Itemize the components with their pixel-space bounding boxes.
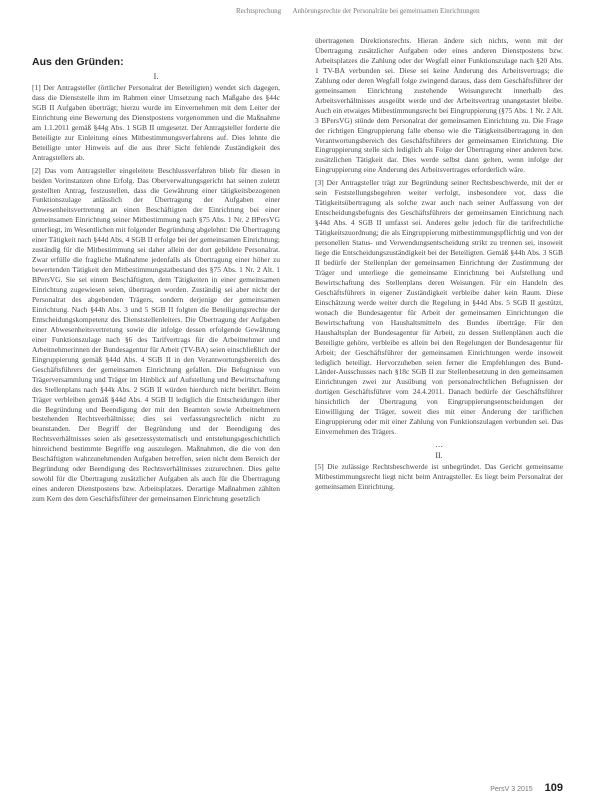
header-section: Rechtsprechung — [236, 7, 282, 15]
journal-issue: PersV 3 2015 — [490, 786, 533, 793]
right-column — [315, 36, 563, 495]
header-title: Anhörungsrechte der Personalräte bei gemeinsamen Einrichtungen — [292, 7, 480, 15]
paragraph-1: [1] Der Antragsteller (örtlicher Personalrat der Beteiligten) wendet sich dagegen, dass die Dienststelle ihm im Rahmen einer Umsetzung nach Maßgabe des §44c SGB II Aufgaben überträgt; hierzu wurde im Einvernehmen mit dem Leiter der Einrichtung eine Bewertung des Dienstpostens vorgenommen und die Maßnahme am 1.1.2011 gemäß §44g Abs. 1 SGB II umgesetzt. Der Antragsteller forderte die Beteiligte zur Einleitung eines Mitbestimmungsverfahrens auf. Dies lehnte die Beteiligte unter Hinweis auf die aus ihrer Sicht fehlende Zuständigkeit des Antragstellers ab. — [32, 83, 280, 162]
omission-mark: … — [435, 440, 443, 450]
running-header — [236, 7, 576, 15]
paragraph-5: [5] Die zulässige Rechtsbeschwerde ist unbegründet. Das Gericht gemeinsame Mitbestimmungsrecht liegt nicht beim Antragsteller. Es liegt beim Personalrat der gemeinsamen Einrichtung. — [315, 462, 563, 492]
left-column — [32, 56, 280, 507]
paragraph-2: [2] Das vom Antragsteller eingeleitete Beschlussverfahren blieb für diesen in beiden Vorinstanzen ohne Erfolg. Das Oberverwaltungsgericht hat seinen zuletzt gestellten Antrag, festzustellen, dass die Gewährung einer tätigkeitsbezogenen Funktionszulage anlässlich der Übertragung der Aufgaben einer Abwesenheitsvertretung an einen Beschäftigten der Einrichtung bei einer gemeinsamen Einrichtung seiner Mitbestimmung nach §75 Abs. 1 Nr. 2 BPersVG unterliegt, im Wesentlichen mit folgender Begründung abgelehnt: Die Übertragung einer Tätigkeit nach §44d Abs. 4 SGB II erfolge bei der gemeinsamen Einrichtung; zuständig für die Mitbestimmung sei daher allein der dort gebildete Personalrat. Zwar erfülle die fragliche Maßnahme jedenfalls als Übertragung einer höher zu bewertenden Tätigkeit den Mitbestimmungstatbestand des §75 Abs. 1 Nr. 2 Alt. 1 BPersVG. Sie sei einem Beschäftigten, dem Tätigkeiten in einer gemeinsamen Einrichtung zugewiesen seien, übertragen worden. Zuständig sei aber nicht der Personalrat des abgebenden Trägers, sondern derjenige der gemeinsamen Einrichtung. Nach §44h Abs. 3 und 5 SGB II folgten die Beteiligungsrechte der Entscheidungskompetenz des Dienststellenleiters. Die Übertragung der Aufgaben einer Abwesenheitsvertretung sowie die infolge dessen erfolgende Gewährung einer Funktionszulage nach §6 des Tarifvertrags für die Arbeitnehmer und Arbeitnehmerinnen der Bundesagentur für Arbeit (TV-BA) seien einschließlich der Eingruppierung gemäß §44d Abs. 4 SGB II in den Verantwortungsbereich des Geschäftsführers der gemeinsamen Einrichtung gefallen. Die Befugnisse von Trägerversammlung und Träger im Hinblick auf Aufstellung und Bewirtschaftung des Stellenplans nach §44k Abs. 2 SGB II würden hierdurch nicht berührt. Beim Träger verbleiben gemäß §44d Abs. 4 SGB II lediglich die Entscheidungen über die Begründung und Beendigung der mit den Beamten sowie Arbeitnehmern bestehenden Rechtsverhältnisse; dies sei verfassungsrechtlich nicht zu beanstanden. Der Begriff der Begründung und der Beendigung des Rechtsverhältnisses seien als gesetzessystematisch und entstehungsgeschichtlich hinreichend bestimmte Begriffe eng auszulegen. Maßnahmen, die die von den Beschäftigten wahrzunehmenden Aufgaben betreffen, seien nicht dem Bereich der Begründung oder Beendigung des Rechtsverhältnisses zuzurechnen. Dies gelte sowohl für die Übertragung zusätzlicher Aufgaben als auch für die Übertragung eines anderen Dienstpostens bzw. Arbeitsplatzes. Derartige Maßnahmen zählten zum Kern des dem Geschäftsführer der gemeinsamen Einrichtung gesetzlich — [32, 165, 280, 504]
section-number-ii: II. — [435, 451, 443, 461]
section-number-i: I. — [153, 72, 159, 81]
paragraph-3: [3] Der Antragsteller trägt zur Begründung seiner Rechtsbeschwerde, mit der er sein Feststellungsbegehren weiter verfolgt, insbesondere vor, dass die Tätigkeitsübertragung als solche zwar auch nach seiner Auffassung von der Entscheidungsbefugnis des Geschäftsführers der gemeinsamen Einrichtung nach §44d Abs. 4 SGB II umfasst sei. Anderes gelte jedoch für die tarifrechtliche Tätigkeitszuordnung; die als Eingruppierung mitbestimmungspflichtig und von der personellen Status- und Verwendungsentscheidung strikt zu trennen sei, insoweit liege die Entscheidungszuständigkeit bei der Beteiligten. Gemäß §44h Abs. 3 SGB II bedürfe der Stellenplan der gemeinsamen Einrichtung der Zustimmung der Träger und unterliege die gemeinsame Einrichtung bei Aufstellung und Bewirtschaftung des Stellenplans deren Weisungen. Für ein Handeln des Geschäftsführers in eigener Zuständigkeit verbleibe daher kein Raum. Diese Einschätzung werde weiter durch die Regelung in §44d Abs. 5 SGB II gestützt, wonach die Bundesagentur für Arbeit der gemeinsamen Einrichtungen die Bewirtschaftung von Haushaltsmitteln des Bundes überträge. Für den Haushaltsplan der Bundesagentur für Arbeit, zu dessen Stellenplänen auch die Beteiligte gehöre, verbleibe es allein bei den Regelungen der Bundesagentur für Arbeit; der Geschäftsführer der gemeinsamen Einrichtungen werde insoweit lediglich beteiligt. Hervorzuheben seien ferner die Empfehlungen des Bund-Länder-Ausschusses nach §18c SGB II zur Stellenbesetzung in den gemeinsamen Einrichtungen zwei zur Ausübung von personalrechtlichen Befugnissen der dortigen Geschäftsführer vom 24.4.2011. Danach bedürfe der Geschäftsführer hinsichtlich der Übertragung von Eingruppierungsentscheidungen der Einwilligung der Träger, soweit dies mit einer Änderung der tariflichen Eingruppierung oder mit einer Zahlung von Funktionszulagen verbunden sei. Das Einvernehmen des Trägers. — [315, 178, 563, 437]
section-heading: Aus den Gründen: — [32, 56, 124, 68]
paragraph-2-continued: übertragenen Direktionsrechts. Hieran ändere sich nichts, wenn mit der Übertragung zusätzlicher Aufgaben oder eines anderen Dienstpostens bzw. Arbeitsplatzes die Zahlung oder der Wegfall einer Funktionszulage nach §20 Abs. 1 TV-BA verbunden sei. Diese sei keine Änderung des Arbeitsvertrags; die Zahlung oder deren Wegfall folge zwingend daraus, dass dem Geschäftsführer der gemeinsamen Einrichtung zustehende Weisungsrecht innerhalb des Arbeitsverhältnisses ausgeübt werde und der Arbeitsvertrag unangetastet bleibe. Auch ein etwaiges Mitbestimmungsrecht bei Eingruppierung (§75 Abs. 1 Nr. 2 Alt. 3 BPersVG) stünde dem Personalrat der gemeinsamen Einrichtung zu. Die Frage der richtigen Eingruppierung falle ebenso wie die Tätigkeitsübertragung in den Verantwortungsbereich des Geschäftsführers der gemeinsamen Einrichtung. Die Eingruppierung stelle sich lediglich als Folge der Übertragung einer anderen bzw. zusätzlichen Tätigkeit dar. Dies werde selbst dann gelten, wenn infolge der Eingruppierung eine Änderung des Arbeitsvertrages erforderlich wäre. — [315, 36, 563, 175]
page-number: 109 — [544, 782, 563, 794]
page-footer — [490, 782, 563, 794]
